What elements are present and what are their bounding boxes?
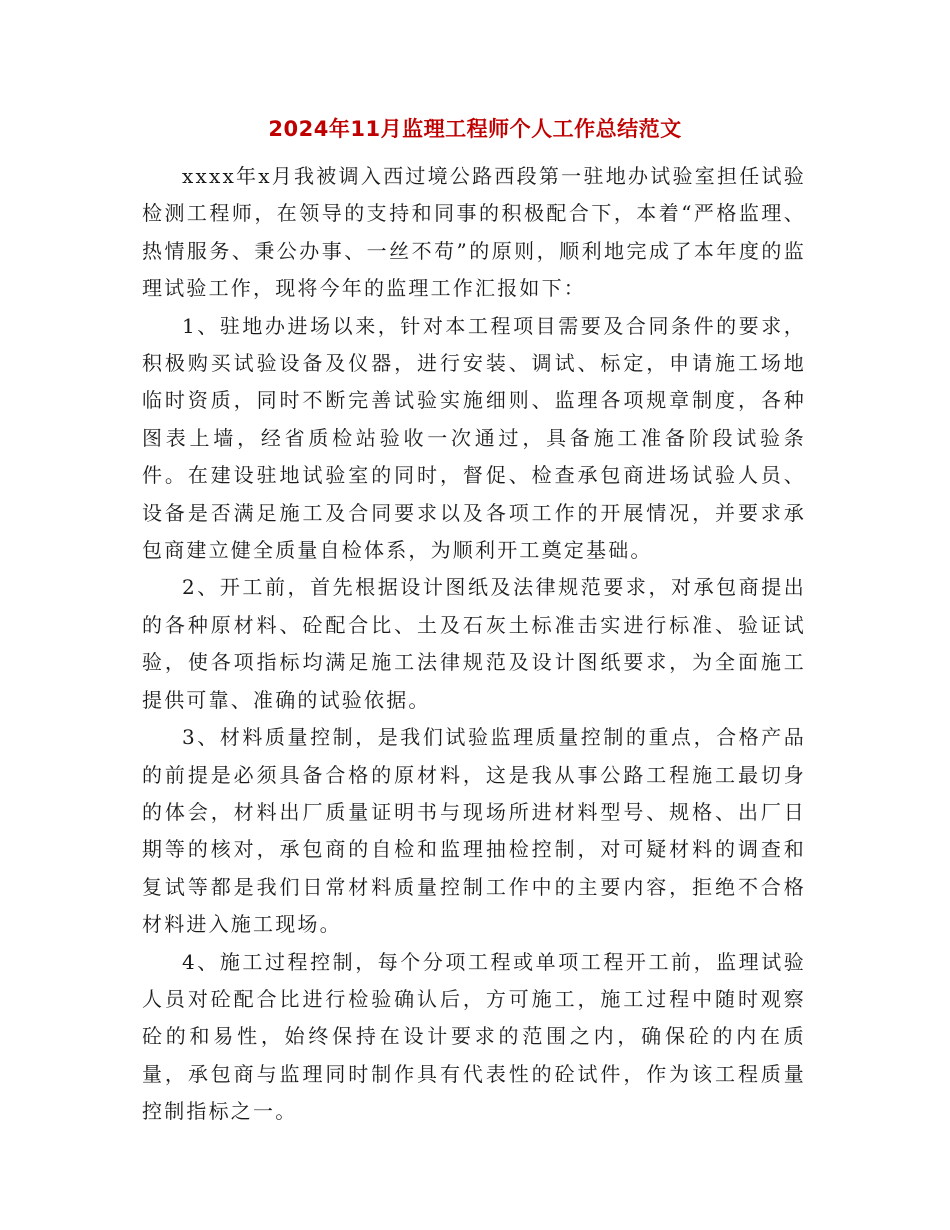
paragraph-1: 1、驻地办进场以来，针对本工程项目需要及合同条件的要求，积极购买试验设备及仪器，进行安装、调试、标定，申请施工场地临时资质，同时不断完善试验实施细则、监理各项规章制度，各种图表上墙，经省质检站验收一次通过，具备施工准备阶段试验条件。在建设驻地试验室的同时，督促、检查承包商进场试验人员、设备是否满足施工及合同要求以及各项工作的开展情况，并要求承包商建立健全质量自检体系，为顺利开工奠定基础。 (142, 313, 806, 563)
paragraph-3: 3、材料质量控制，是我们试验监理质量控制的重点，合格产品的前提是必须具备合格的原材料，这是我从事公路工程施工最切身的体会，材料出厂质量证明书与现场所进材料型号、规格、出厂日期等的核对，承包商的自检和监理抽检控制，对可疑材料的调查和复试等都是我们日常材料质量控制工作中的主要内容，拒绝不合格材料进入施工现场。 (142, 725, 806, 937)
document-title: 2024年11月监理工程师个人工作总结范文 (268, 117, 682, 141)
document-body (142, 158, 806, 1131)
paragraph-2: 2、开工前，首先根据设计图纸及法律规范要求，对承包商提出的各种原材料、砼配合比、土及石灰土标准击实进行标准、验证试验，使各项指标均满足施工法律规范及设计图纸要求，为全面施工提供可靠、准确的试验依据。 (142, 575, 806, 712)
paragraph-4: 4、施工过程控制，每个分项工程或单项工程开工前，监理试验人员对砼配合比进行检验确认后，方可施工，施工过程中随时观察砼的和易性，始终保持在设计要求的范围之内，确保砼的内在质量，承包商与监理同时制作具有代表性的砼试件，作为该工程质量控制指标之一。 (142, 949, 806, 1124)
paragraph-intro: xxxx年x月我被调入西过境公路西段第一驻地办试验室担任试验检测工程师，在领导的支持和同事的积极配合下，本着“严格监理、热情服务、秉公办事、一丝不苟”的原则，顺利地完成了本年度的监理试验工作，现将今年的监理工作汇报如下： (142, 164, 806, 301)
